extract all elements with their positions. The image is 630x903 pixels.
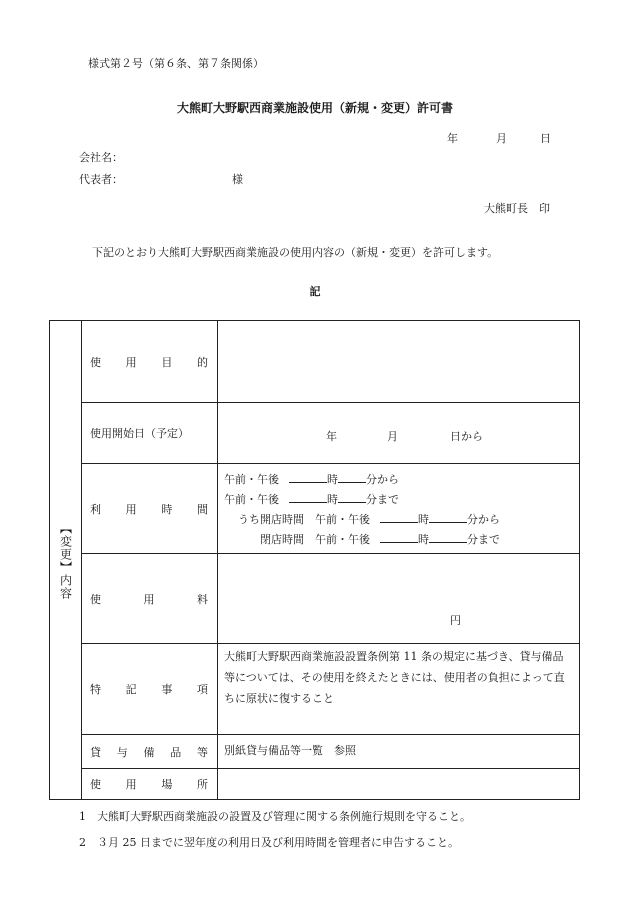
ampm-text: 午前・午後 (315, 533, 370, 546)
blank-line (380, 510, 418, 523)
notes-text: 大熊町大野駅西商業施設設置条例第 11 条の規定に基づき、貸与備品等については、その使用を終えたときには、使用者の負担によって直ちに原状に復すること (224, 650, 565, 705)
label-char: 間 (196, 502, 208, 516)
label-char: 備 (143, 745, 155, 759)
label-char: 用 (143, 592, 155, 606)
label-char: 事 (161, 683, 173, 696)
table-divider (217, 321, 218, 799)
ampm-text: 午前・午後 (315, 513, 370, 526)
label-char: 用 (125, 502, 137, 516)
date-year: 年 (447, 132, 458, 145)
change-content-text: 【変更】内容 (58, 522, 73, 600)
hour-unit: 時 (418, 533, 429, 546)
label-char: 使 (90, 592, 101, 606)
start-date-label-text: 使用開始日（予定） (90, 427, 189, 440)
minute-unit: 分から (366, 473, 399, 486)
purpose-label (82, 321, 217, 402)
minute-unit: 分から (467, 513, 500, 526)
hour-unit: 時 (327, 493, 338, 506)
hours-line (224, 490, 500, 510)
label-char: 等 (197, 745, 208, 759)
start-date-label (82, 403, 217, 463)
hours-line (224, 470, 500, 490)
blank-line (429, 530, 467, 543)
label-char: 記 (125, 683, 137, 696)
minute-unit: 分まで (366, 493, 399, 506)
permission-statement: 下記のとおり大熊町大野駅西商業施設の使用内容の（新規・変更）を許可します。 (92, 246, 499, 259)
hour-unit: 時 (327, 473, 338, 486)
label-char: 用 (125, 355, 137, 369)
label-char: 料 (197, 592, 208, 606)
blank-line (380, 530, 418, 543)
hour-unit: 時 (418, 513, 429, 526)
label-char: 場 (161, 778, 173, 791)
label-char: 特 (90, 683, 101, 696)
open-hours-lead: うち開店時間 (238, 513, 304, 526)
hours-label (82, 464, 217, 553)
equipment-label (82, 735, 217, 768)
blank-line (429, 510, 467, 523)
label-char: 項 (196, 683, 208, 696)
blank-line (338, 490, 366, 503)
hours-lines (224, 470, 500, 550)
representative-label: 代表者： (79, 173, 123, 186)
minute-unit: 分まで (467, 533, 500, 546)
fee-label (82, 554, 217, 643)
ampm-text: 午前・午後 (224, 493, 279, 506)
location-label (82, 769, 217, 799)
footnote-1: 1 大熊町大野駅西商業施設の設置及び管理に関する条例施行規則を守ること。 (79, 810, 471, 823)
blank-line (289, 490, 327, 503)
ampm-text: 午前・午後 (224, 473, 279, 486)
date-day: 日 (540, 132, 551, 145)
honorific: 様 (232, 173, 243, 186)
company-name-label: 会社名： (79, 151, 123, 164)
label-char: 品 (170, 745, 182, 759)
blank-line (289, 470, 327, 483)
label-char: 与 (116, 745, 128, 759)
hours-line (260, 530, 500, 550)
issuer-seal: 大熊町長 印 (484, 202, 550, 215)
label-char: 的 (196, 355, 208, 369)
label-char: 用 (125, 778, 137, 791)
equipment-text: 別紙貸与備品等一覧 参照 (224, 744, 356, 757)
permit-table (49, 320, 580, 800)
label-char: 目 (161, 355, 173, 369)
date-month: 月 (496, 132, 507, 145)
fee-unit: 円 (450, 614, 461, 627)
start-month: 月 (387, 430, 398, 443)
label-char: 時 (161, 502, 173, 516)
change-content-label (50, 321, 82, 801)
notes-label (82, 644, 217, 734)
label-char: 使 (90, 778, 101, 791)
start-year: 年 (326, 430, 337, 443)
label-char: 所 (196, 778, 208, 791)
document-title: 大熊町大野駅西商業施設使用（新規・変更）許可書 (176, 101, 453, 115)
label-char: 使 (90, 355, 101, 369)
footnote-2: 2 ３月 25 日までに翌年度の利用日及び利用時間を管理者に申告すること。 (79, 836, 459, 849)
blank-line (338, 470, 366, 483)
label-char: 利 (90, 502, 101, 516)
form-number: 様式第２号（第６条、第７条関係） (88, 57, 264, 70)
close-hours-lead: 閉店時間 (260, 533, 304, 546)
ki-heading: 記 (309, 285, 321, 298)
start-day-from: 日から (450, 430, 483, 443)
hours-line (238, 510, 500, 530)
label-char: 貸 (90, 745, 101, 759)
